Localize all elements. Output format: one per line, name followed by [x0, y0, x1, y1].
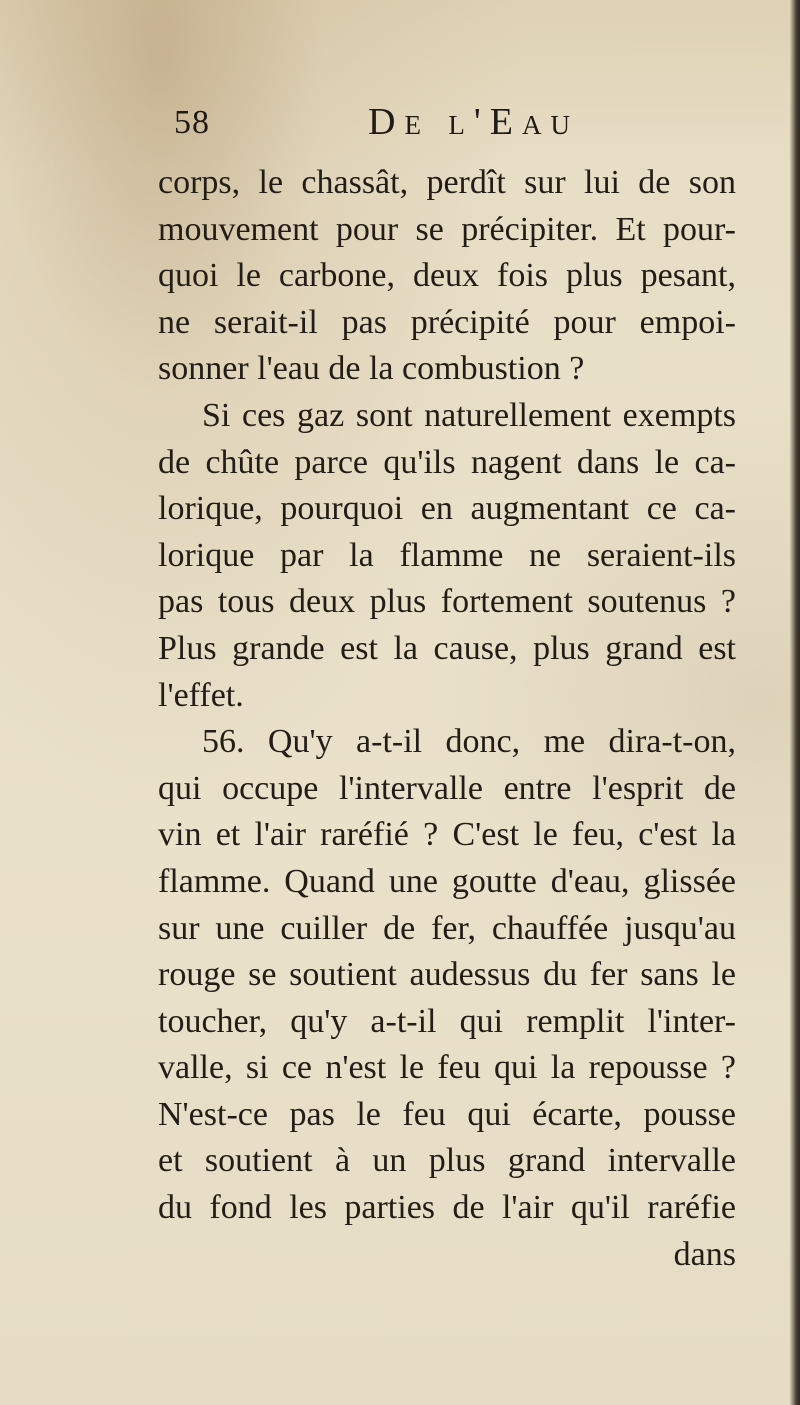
text-line: pas tous deux plus fortement soutenus ? — [158, 583, 736, 621]
page-number: 58 — [174, 104, 210, 141]
text-line: toucher, qu'y a-t-il qui remplit l'inter- — [158, 1002, 736, 1040]
paragraph-start-line: Si ces gaz sont naturellement exempts — [202, 396, 736, 434]
running-title: De l'Eau — [368, 101, 579, 143]
text-line: et soutient à un plus grand intervalle — [158, 1142, 736, 1180]
text-line: l'effet. — [158, 676, 244, 714]
text-line: du fond les parties de l'air qu'il raréfie — [158, 1189, 736, 1227]
text-line: sonner l'eau de la combustion ? — [158, 350, 585, 388]
text-line: quoi le carbone, deux fois plus pesant, — [158, 257, 736, 295]
catchword: dans — [673, 1235, 736, 1273]
text-line: rouge se soutient audessus du fer sans le — [158, 956, 736, 994]
paragraph-start-line: 56. Qu'y a-t-il donc, me dira-t-on, — [202, 723, 736, 761]
text-line: qui occupe l'intervalle entre l'esprit de — [158, 769, 736, 807]
text-line: sur une cuiller de fer, chauffée jusqu'au — [158, 909, 736, 947]
text-line: corps, le chassât, perdît sur lui de son — [158, 164, 736, 201]
text-line: vin et l'air raréfié ? C'est le feu, c'est la — [158, 816, 736, 854]
text-line: flamme. Quand une goutte d'eau, glissée — [158, 862, 736, 900]
text-line: mouvement pour se précipiter. Et pour- — [158, 210, 736, 248]
text-line: ne serait-il pas précipité pour empoi- — [158, 303, 736, 341]
body-text — [158, 160, 736, 1278]
text-line: N'est-ce pas le feu qui écarte, pousse — [158, 1095, 736, 1133]
page-header — [0, 96, 800, 156]
page-edge-shadow — [790, 0, 800, 1405]
text-line: lorique, pourquoi en augmentant ce ca- — [158, 490, 736, 528]
text-line: lorique par la flamme ne seraient-ils — [158, 536, 736, 574]
text-line: de chûte parce qu'ils nagent dans le ca- — [158, 443, 736, 481]
text-line: Plus grande est la cause, plus grand est — [158, 629, 736, 667]
text-line: valle, si ce n'est le feu qui la repousse ? — [158, 1049, 736, 1087]
